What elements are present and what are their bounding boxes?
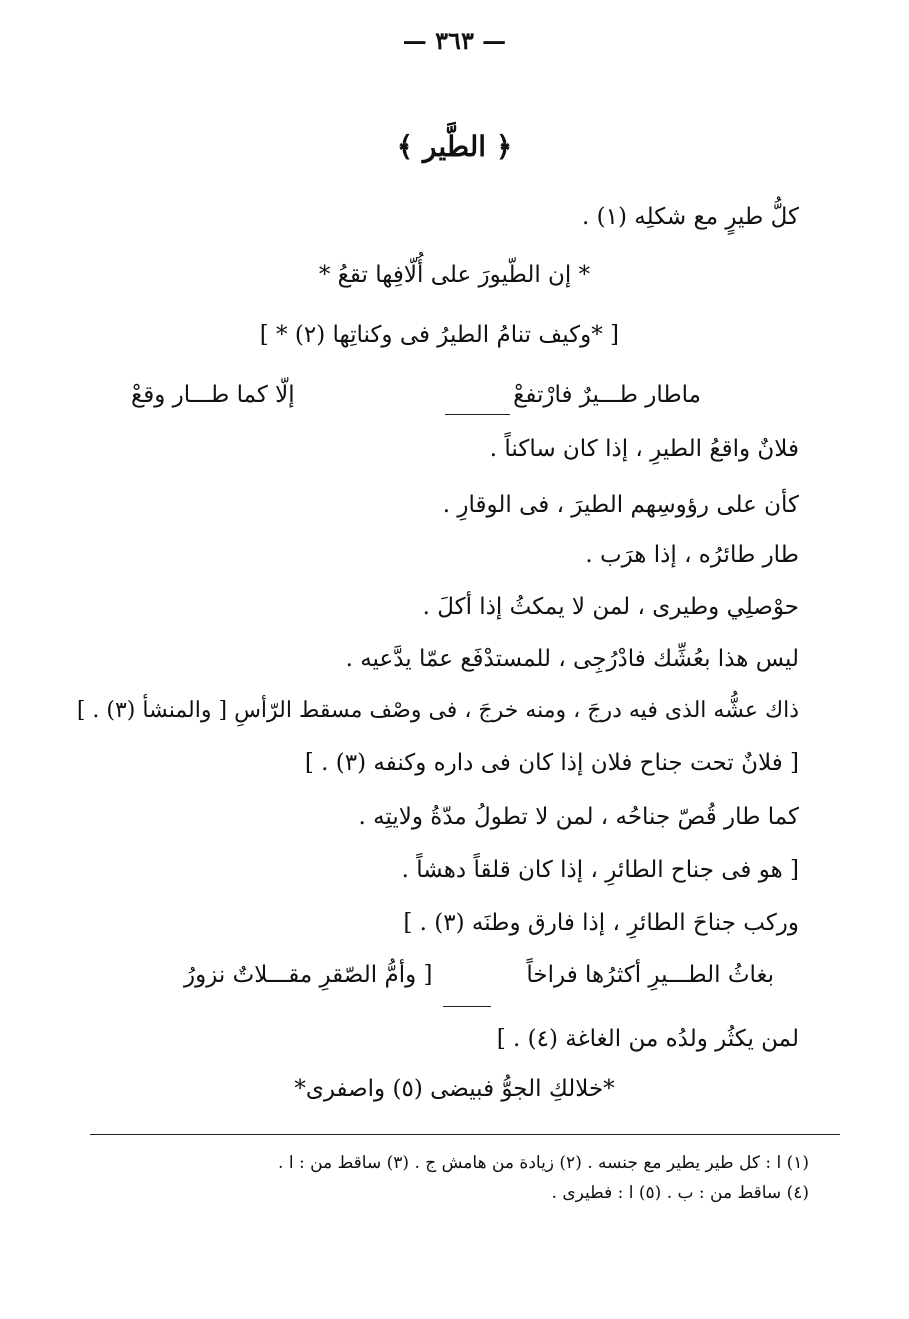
footnote-separator (90, 1134, 840, 1135)
verse-line-1: * إن الطّيورَ على أُلّافِها تقعُ * (318, 262, 591, 288)
verse-line-3: *خلالكِ الجوُّ فبيضى (٥) واصفرى* (294, 1076, 615, 1102)
proverb-line-3: كأن على رؤوسِهم الطيرَ ، فى الوقارِ . (442, 492, 799, 518)
verse-couplet-1-first-half: ماطار طـــيرٌ فارْتفعْ (513, 382, 701, 408)
proverb-line-4: طار طائرُه ، إذا هرَب . (585, 542, 799, 568)
footnote-line-1: (١) ا : كل طير يطير مع جنسه . (٢) زيادة من هامش ج . (٣) ساقط من : ا . (278, 1153, 809, 1173)
verse-couplet-2-first-half: بغاثُ الطـــيرِ أكثرُها فراخاً (526, 962, 774, 988)
proverb-line-12: لمن يكثُر ولدُه من الغاغة (٤) . ] (496, 1026, 799, 1052)
chapter-title: ﴿ الطَّير ﴾ (396, 130, 513, 163)
verse-separator-rule (445, 414, 510, 415)
proverb-line-2: فلانٌ واقعُ الطيرِ ، إذا كان ساكناً . (489, 436, 799, 462)
proverb-line-10: [ هو فى جناح الطائرِ ، إذا كان قلقاً دهشاً . (401, 857, 799, 883)
proverb-line-7: ذاك عشُّه الذى فيه درجَ ، ومنه خرجَ ، فى وصْف مسقط الرّأسِ [ والمنشأ (٣) . ] (76, 698, 799, 723)
verse-couplet-1 (131, 378, 701, 412)
proverb-line-11: وركب جناحَ الطائرِ ، إذا فارق وطنَه (٣) . ] (403, 910, 799, 936)
verse-separator-rule-2 (443, 1006, 491, 1007)
proverb-line-8: [ فلانٌ تحت جناح فلان إذا كان فى داره وكنفه (٣) . ] (304, 750, 799, 776)
verse-couplet-1-second-half: إلّا كما طـــار وقعْ (131, 382, 295, 408)
verse-line-2: [ *وكيف تنامُ الطيرُ فى وكناتِها (٢) * ] (259, 322, 619, 348)
proverb-line-5: حوْصلِي وطيرى ، لمن لا يمكثُ إذا أكلَ . (422, 594, 799, 620)
proverb-line-1: كلُّ طيرٍ مع شكلِه (١) . (582, 204, 799, 230)
proverb-line-6: ليس هذا بعُشِّك فادْرُجِى ، للمستدْفَع عمّا يدَّعيه . (345, 646, 799, 672)
footnote-line-2: (٤) ساقط من : ب . (٥) ا : فطيرى . (551, 1183, 809, 1203)
page-number: — ٣٦٣ — (402, 26, 507, 55)
verse-couplet-2 (184, 958, 774, 992)
verse-couplet-2-second-half: [ وأمُّ الصّقرِ مقـــلاتٌ نزورُ (184, 962, 433, 988)
proverb-line-9: كما طار قُصّ جناحُه ، لمن لا تطولُ مدّةُ ولايتِه . (358, 804, 799, 830)
